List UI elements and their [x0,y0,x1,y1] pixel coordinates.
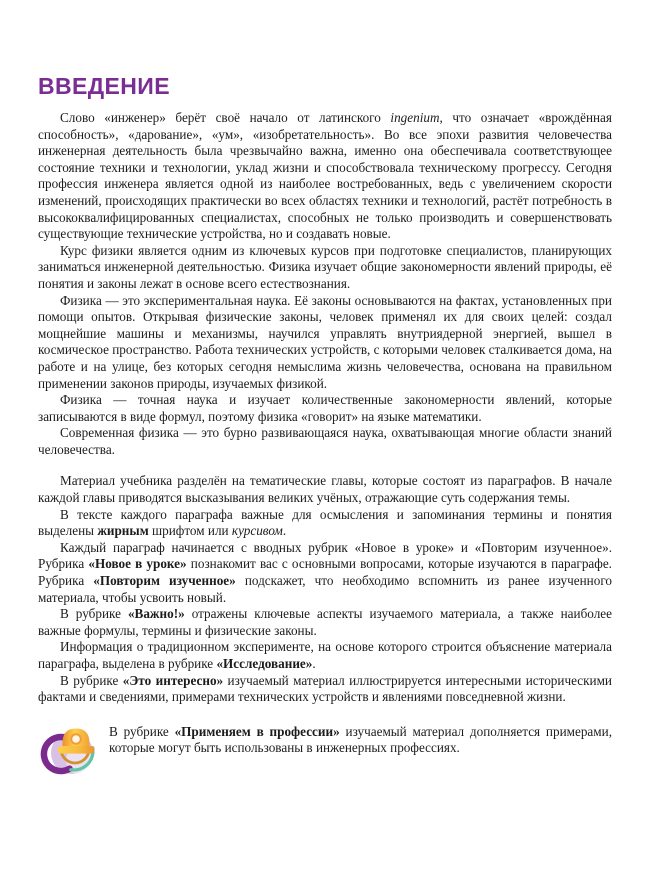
text-segment: В тексте каждого параграфа важные для осмысления и запоминания термины и понятия выделены [38,506,612,539]
intro-section [38,110,612,458]
text-segment: Материал учебника разделён на тематические главы, которые состоят из параграфов. В начале каждой главы приводятся высказывания великих учёных, отражающие суть содержания темы. [38,473,612,506]
text-segment: познакомит вас с основными вопросами, которые изучаются в параграфе. Рубрика [38,556,612,589]
page-title: ВВЕДЕНИЕ [38,73,170,99]
text-segment: Физика — это экспериментальная наука. Её законы основываются на фактах, установленных при помощи опытов. Открывая физические законы, человек применял их для своих целей: создал мощнейшие машины и механизмы, научился управлять внутриядерной энергией, вышел в космическое пространство. Работа технических устройств, с которыми человек сталкивается дома, на работе и на улице, без которых сегодня немыслима жизнь человечества, основана на правильном применении законов природы, изучаемых физикой. [38,292,613,391]
text-segment: Современная физика — это бурно развивающаяся наука, охватывающая многие области знаний человечества. [38,425,612,457]
text-segment: Физика — точная наука и изучает количественные закономерности явлений, которые записываются в виде формул, поэтому физика «говорит» на языке математики. [38,392,612,424]
paragraph [38,293,612,393]
text-segment: Информация о традиционном эксперименте, на основе которого строится объяснение материала параграфа, выделена в рубрике [38,639,612,671]
text-segment: «Важно!» [127,606,185,622]
text-segment: изучаемый материал иллюстрируется интересными историческими фактами и сведениями, примерами технических устройств и явлениями повседневной жизни. [38,672,612,705]
book-structure-section [38,473,612,705]
text-segment: Каждый параграф начинается с вводных рубрик «Новое в уроке» и «Повторим изученное». Рубрика [38,539,612,572]
paragraph [38,507,612,540]
paragraph [38,639,612,672]
paragraph [38,425,612,458]
text-segment: «Исследование» [216,656,313,671]
helmet-brim [58,746,95,754]
text-segment: В рубрике [109,723,175,739]
text-segment: курсивом [231,523,283,539]
text-segment: «Применяем в профессии» [174,723,340,739]
hard-hat-icon [38,720,100,782]
paragraph [38,473,612,506]
paragraph [38,392,612,425]
text-segment: «Это интересно» [122,672,224,688]
text-segment: В рубрике [60,606,128,622]
paragraph [38,606,612,639]
text-segment: Курс физики является одним из ключевых курсов при подготовке специалистов, планирующих заниматься инженерной деятельностью. Физика изучает общие закономерности явлений природы, её понятия и законы лежат в основе всего естествознания. [38,242,612,291]
text-segment: «Повторим изученное» [93,573,236,589]
profession-note-text [109,722,612,757]
text-segment: шрифтом или [148,523,232,539]
text-segment: «Новое в уроке» [88,556,187,572]
text-segment: . [282,523,287,539]
paragraph [38,110,612,243]
text-segment: В рубрике [60,672,123,688]
text-segment: , что означает «врождённая способность», «дарование», «ум», «изобретательность». Во все эпохи развития человечества инженерная деятельность была чрезвычайно важна, именно она обеспечивала соответствующее состояние техники и технологии, уклад жизни и способствовала техническому прогрессу. Сегодня профессия инженера является одной из наиболее востребованных, ведь с увеличением скорости изменений, происходящих практически во всех областях техники и технологий, растёт потребность в высококвалифицированных специалистах, способных не только производить и совершенствовать существующие технические устройства, но и создавать новые. [38,110,612,242]
paragraph [38,673,612,706]
paragraph [38,540,612,606]
text-segment: подскажет, что необходимо вспомнить из ранее изученного материала, чтобы усвоить новый. [38,573,613,605]
text-segment: ingenium [390,110,440,125]
text-segment: изучаемый материал дополняется примерами, которые могут быть использованы в инженерных профессиях. [109,723,612,756]
profession-note [38,722,612,782]
text-segment: отражены ключевые аспекты изучаемого материала, а также наиболее важные формулы, термины и физические законы. [38,606,612,638]
text-segment: жирным [97,523,149,539]
paragraph [38,243,612,293]
text-segment: Слово «инженер» берёт своё начало от латинского [60,110,391,125]
text-segment: . [312,656,316,671]
